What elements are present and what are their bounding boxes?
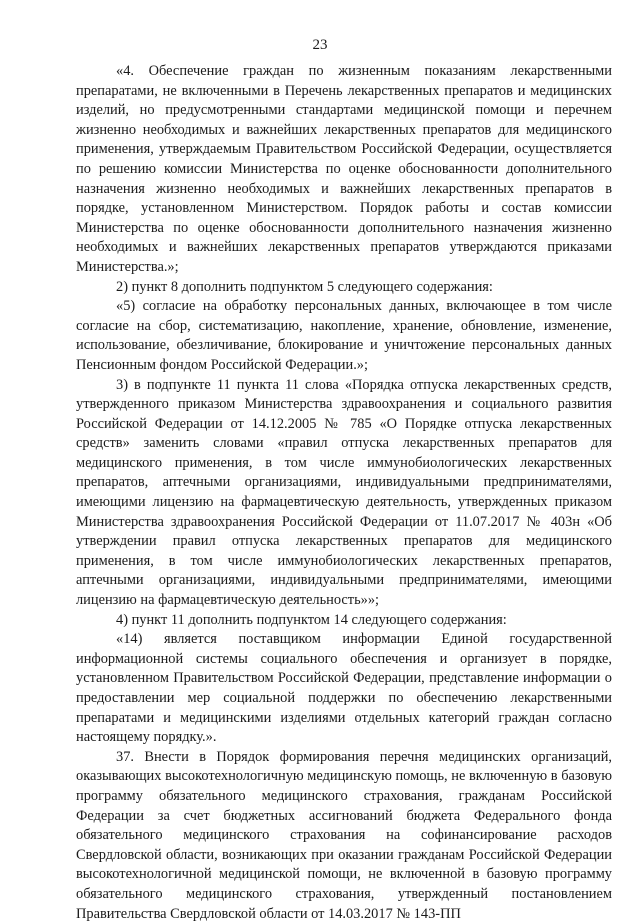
paragraph-item-37: 37. Внести в Порядок формирования перечня медицинских организаций, оказывающих высокотехнологичную медицинскую помощь, не включенную в базовую программу обязательного медицинского страхования, гражданам Российской Федерации за счет бюджетных ассигнований бюджета Федерального фонда обязательного медицинского страхования на софинансирование расходов Свердловской области, возникающих при оказании гражданам Российской Федерации высокотехнологичной медицинской помощи, не включенной в базовую программу обязательного медицинского страхования, утвержденный постановлением Правительства Свердловской области от 14.03.2017 № 143-ПП [76,748,612,922]
document-body [76,62,612,924]
paragraph-point-11-amendment: 4) пункт 11 дополнить подпунктом 14 следующего содержания: [116,611,507,628]
page-number: 23 [312,37,328,53]
paragraph-consent-personal-data: «5) согласие на обработку персональных данных, включающее в том числе согласие на сбор, систематизацию, накопление, хранение, обновление, изменение, использование, обезличивание, блокирование и уничтожение персональных данных Пенсионным фондом Российской Федерации.»; [76,298,612,373]
paragraph-subpoint-14: «14) является поставщиком информации Единой государственной информационной системы социального обеспечения и организует в порядке, установленном Правительством Российской Федерации, представление информации о предоставлении мер социальной поддержки по обеспечению лекарственными препаратами и медицинскими изделиями отдельных категорий граждан согласно настоящему порядку.». [76,631,612,746]
paragraph-point-8-amendment: 2) пункт 8 дополнить подпунктом 5 следующего содержания: [116,278,493,295]
paragraph-item-4-provision: «4. Обеспечение граждан по жизненным показаниям лекарственными препаратами, не включенными в Перечень лекарственных препаратов и медицинских изделий, но предусмотренными стандартами медицинской помощи и перечнем жизненно необходимых и важнейших лекарственных препаратов для медицинского применения, утверждаемым Правительством Российской Федерации, осуществляется по решению комиссии Министерства по оценке обоснованности дополнительного назначения жизненно необходимых и важнейших лекарственных препаратов в порядке, установленном Министерством. Порядок работы и состав комиссии Министерства по оценке обоснованности дополнительного назначения жизненно необходимых и важнейших лекарственных препаратов утверждаются приказами Министерства.»; [76,63,612,275]
paragraph-point-11-subpoint-11: 3) в подпункте 11 пункта 11 слова «Порядка отпуска лекарственных средств, утвержденного приказом Министерства здравоохранения и социального развития Российской Федерации от 14.12.2005 № 785 «О Порядке отпуска лекарственных средств» заменить словами «правил отпуска лекарственных препаратов для медицинского применения, в том числе иммунобиологических лекарственных препаратов, аптечными организациями, индивидуальными предпринимателями, имеющими лицензию на фармацевтическую деятельность, утвержденных приказом Министерства здравоохранения Российской Федерации от 11.07.2017 № 403н «Об утверждении правил отпуска лекарственных препаратов для медицинского применения, в том числе иммунобиологических лекарственных препаратов, аптечными организациями, индивидуальными предпринимателями, имеющими лицензию на фармацевтическую деятельность»»; [76,376,612,609]
